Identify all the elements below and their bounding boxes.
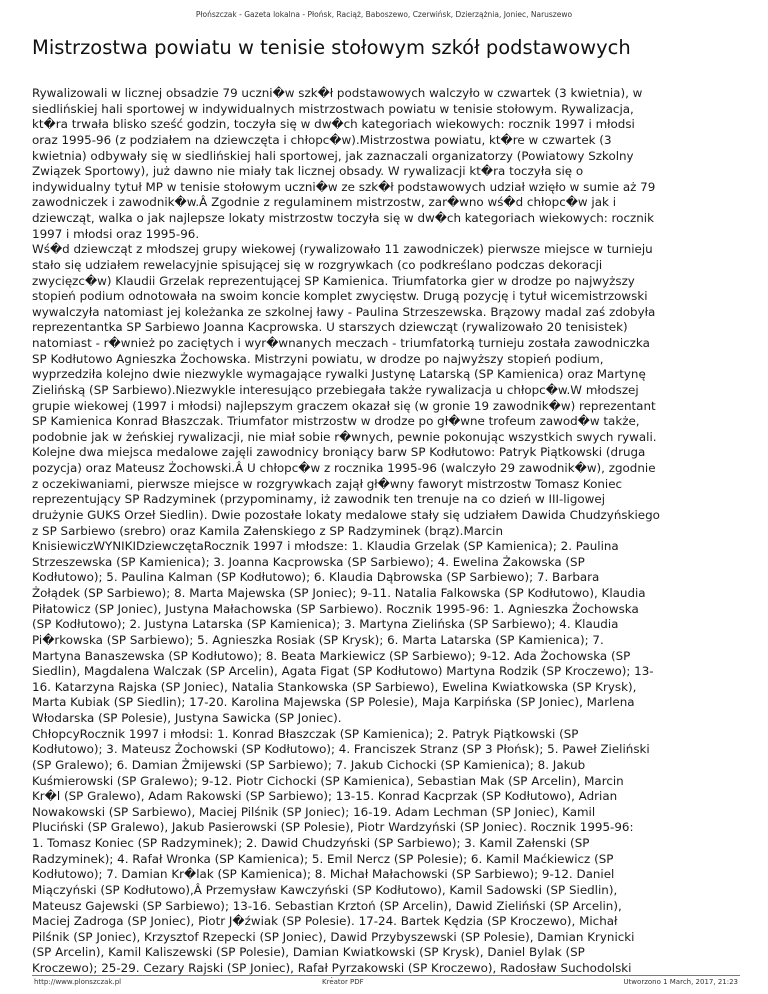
body-line: Pi�rkowska (SP Sarbiewo); 5. Agnieszka Rosiak (SP Krysk); 6. Marta Latarska (SP Kamienica); 7. [32,632,604,647]
footer-url[interactable]: http://www.plonszczak.pl [34,978,122,986]
body-line: indywidualny tytuł MP w tenisie stołowym uczni�w ze szk�ł podstawowych udział wzięło w sumie aż 79 [32,179,656,194]
footer-generator: Kreator PDF [322,978,364,986]
body-line: 1. Tomasz Koniec (SP Radzyminek); 2. Dawid Chudzyński (SP Sarbiewo); 3. Kamil Załenski (SP [32,836,590,850]
body-line: Kolejne dwa miejsca medalowe zajęli zawodnicy broniący barw SP Kodłutowo: Patryk Piątkowski (druga [32,445,646,460]
body-line: Kroczewo); 25-29. Cezary Rajski (SP Joniec), Rafał Pyrzakowski (SP Kroczewo), Radosław Suchodolski [32,961,632,975]
body-line: Radzyminek); 4. Rafał Wronka (SP Kamienica); 5. Emil Nercz (SP Polesie); 6. Kamil Maćkiewicz (SP [32,851,614,866]
body-line: Kr�l (SP Gralewo), Adam Rakowski (SP Sarbiewo); 13-15. Konrad Kacprzak (SP Kodłutowo), Adrian [32,789,618,804]
body-line: ChłopcyRocznik 1997 i młodsi: 1. Konrad Błaszczak (SP Kamienica); 2. Patryk Piątkowski (SP [32,726,579,741]
body-line: Miączyński (SP Kodłutowo),Â Przemysław Kawczyński (SP Kodłutowo), Kamil Sadowski (SP Siedlin), [32,882,618,897]
body-line: grupie wiekowej (1997 i młodsi) najlepszym graczem okazał się (w gronie 19 zawodnik�w) reprezentant [32,398,656,413]
body-line: Związek Sportowy), już dawno nie miały tak licznej obsady. W rywalizacji kt�ra toczyła się o [32,164,584,179]
body-line: Nowakowski (SP Sarbiewo), Maciej Pilśnik (SP Joniec); 16-19. Adam Lechman (SP Joniec), Kamil [32,804,596,819]
body-line: KnisiewiczWYNIKIDziewczętaRocznik 1997 i młodsze: 1. Klaudia Grzelak (SP Kamienica); 2. Paulina [32,539,619,554]
body-line: Włodarska (SP Polesie), Justyna Sawicka (SP Joniec). [32,711,342,725]
body-line: Żołądek (SP Sarbiewo); 8. Marta Majewska (SP Joniec); 9-11. Natalia Falkowska (SP Kodłutowo), Klaudia [32,586,646,600]
body-line: oraz 1995-96 (z podziałem na dziewczęta i chłopc�w).Mistrzostwa powiatu, kt�re w czwartek (3 [32,132,612,147]
body-line: Pluciński (SP Gralewo), Jakub Pasierowski (SP Polesie), Piotr Wardzyński (SP Joniec). Rocznik 1995-96: [32,820,634,835]
body-line: Rywalizowali w licznej obsadzie 79 uczni�w szk�ł podstawowych walczyło w czwartek (3 kwietnia), w [32,86,643,100]
body-line: kwietnia) odbywały się w siedlińskiej hali sportowej, jak zaznaczali organizatorzy (Powiatowy Szkolny [32,148,634,163]
body-line: SP Kodłutowo Agnieszka Żochowska. Mistrzyni powiatu, w drodze po najwyższy stopień podium, [32,351,604,366]
body-line: Wś�d dziewcząt z młodszej grupy wiekowej (rywalizowało 11 zawodniczek) pierwsze miejsce w turnieju [32,242,653,257]
body-line: dziewcząt, walka o jak najlepsze lokaty mistrzostw toczyła się w dw�ch kategoriach wiekowych: rocznik [32,211,654,225]
body-line: z oczekiwaniami, pierwsze miejsce w rozgrywkach zajął gł�wny faworyt mistrzostw Tomasz Koniec [32,476,623,491]
article-title: Mistrzostwa powiatu w tenisie stołowym szkół podstawowych [32,36,631,59]
body-line: wywalczyła natomiast jej koleżanka ze szkolnej ławy - Paulina Strzeszewska. Brązowy madal zaś zdobyła [32,304,656,319]
article-body [32,86,744,978]
footer-divider [32,975,740,976]
body-line: Martyna Banaszewska (SP Kodłutowo); 8. Beata Markiewicz (SP Sarbiewo); 9-12. Ada Żochowska (SP [32,648,631,663]
body-line: SP Kamienica Konrad Błaszczak. Triumfator mistrzostw w drodze po gł�wne trofeum zawod�w także, [32,414,640,429]
body-line: Piłatowicz (SP Joniec), Justyna Małachowska (SP Sarbiewo). Rocznik 1995-96: 1. Agnieszka Żochowska [32,601,639,616]
body-line: (SP Gralewo); 6. Damian Żmijewski (SP Sarbiewo); 7. Jakub Cichocki (SP Kamienica); 8. Jakub [32,757,586,772]
body-line: reprezentujący SP Radzyminek (przypominamy, iż zawodnik ten trenuje na co dzień w III-ligowej [32,492,606,507]
page-footer [32,978,740,988]
body-line: wyprzedziła kolejno dwie niezwykle wymagające rywalki Justynę Latarską (SP Kamienica) oraz Martynę [32,367,646,382]
body-line: Pilśnik (SP Joniec), Krzysztof Rzepecki (SP Joniec), Dawid Przybyszewski (SP Polesie), Damian Krynicki [32,929,635,944]
page-header: Płońszczak - Gazeta lokalna - Płońsk, Raciąż, Baboszewo, Czerwińsk, Dzierzążnia, Joniec, Naruszewo [195,10,573,19]
body-line: 16. Katarzyna Rajska (SP Joniec), Natalia Stankowska (SP Sarbiewo), Ewelina Kwiatkowska (SP Krysk), [32,679,637,694]
body-line: (SP Kodłutowo); 2. Justyna Latarska (SP Kamienica); 3. Martyna Zielińska (SP Sarbiewo); 4. Klaudia [32,617,619,632]
body-line: (SP Arcelin), Kamil Kaliszewski (SP Polesie), Damian Kwiatkowski (SP Krysk), Daniel Bylak (SP [32,945,585,960]
body-line: podobnie jak w żeńskiej rywalizacji, nie miał sobie r�wnych, pewnie pokonując wszystkich swych rywali. [32,429,657,444]
body-line: Marta Kubiak (SP Siedlin); 17-20. Karolina Majewska (SP Polesie), Maja Karpińska (SP Joniec), Marlena [32,695,635,710]
body-line: Kuśmierowski (SP Gralewo); 9-12. Piotr Cichocki (SP Kamienica), Sebastian Mak (SP Arcelin), Marcin [32,773,624,788]
body-line: Mateusz Gajewski (SP Sarbiewo); 13-16. Sebastian Krztoń (SP Arcelin), Dawid Zieliński (SP Arcelin), [32,898,622,913]
body-line: stopień podium odnotowała na swoim koncie komplet zwycięstw. Drugą pozycję i tytuł wicemistrzowski [32,289,648,304]
body-line: Kodłutowo); 7. Damian Kr�lak (SP Kamienica); 8. Michał Małachowski (SP Sarbiewo); 9-12. Daniel [32,867,615,882]
footer-created-date: Utworzono 1 March, 2017, 21:23 [623,978,738,986]
body-line: siedlińskiej hali sportowej w indywidualnych mistrzostwach powiatu w tenisie stołowym. Rywalizacja, [32,101,634,116]
body-line: natomiast - r�wnież po zaciętych i wyr�wnanych meczach - triumfatorką turnieju została zawodniczka [32,336,650,350]
body-line: z SP Sarbiewo (srebro) oraz Kamila Załenskiego z SP Radzyminek (brąz).Marcin [32,523,504,538]
body-line: zawodniczek i zawodnik�w.Â Zgodnie z regulaminem mistrzostw, zar�wno wś�d chłopc�w jak i [32,195,616,210]
body-line: stało się udziałem rewelacyjnie spisującej się w rozgrywkach (co podkreślano podczas dekoracji [32,257,603,272]
body-line: zwycięzc�w) Klaudii Grzelak reprezentującej SP Kamienica. Triumfatorka gier w drodze po najwyższy [32,273,635,288]
body-line: Kodłutowo); 3. Mateusz Żochowski (SP Kodłutowo); 4. Franciszek Stranz (SP 3 Płońsk); 5. Paweł Zieliński [32,742,650,757]
body-line: 1997 i młodsi oraz 1995-96. [32,226,200,241]
body-line: reprezentantka SP Sarbiewo Joanna Kacprowska. U starszych dziewcząt (rywalizowało 20 tenisistek) [32,320,628,335]
body-line: pozycja) oraz Mateusz Żochowski.Â U chłopc�w z rocznika 1995-96 (walczyło 29 zawodnik�w), zgodnie [32,461,656,475]
body-line: Zielińską (SP Sarbiewo).Niezwykle interesująco przebiegała także rywalizacja u chłopc�w.W młodszej [32,382,639,397]
body-line: Kodłutowo); 5. Paulina Kalman (SP Kodłutowo); 6. Klaudia Dąbrowska (SP Sarbiewo); 7. Barbara [32,570,600,585]
body-line: kt�ra trwała blisko sześć godzin, toczyła się w dw�ch kategoriach wiekowych: rocznik 1997 i młodsi [32,117,635,132]
body-line: drużynie GUKS Orzeł Siedlin). Dwie pozostałe lokaty medalowe stały się udziałem Dawida Chudzyńskiego [32,507,660,522]
body-line: Siedlin), Magdalena Walczak (SP Arcelin), Agata Figat (SP Kodłutowo) Martyna Rodzik (SP Kroczewo); 13- [32,664,654,679]
body-line: Strzeszewska (SP Kamienica); 3. Joanna Kacprowska (SP Sarbiewo); 4. Ewelina Żakowska (SP [32,554,585,569]
body-line: Maciej Zadroga (SP Joniec), Piotr J�źwiak (SP Polesie). 17-24. Bartek Kędzia (SP Kroczewo), Michał [32,914,618,929]
